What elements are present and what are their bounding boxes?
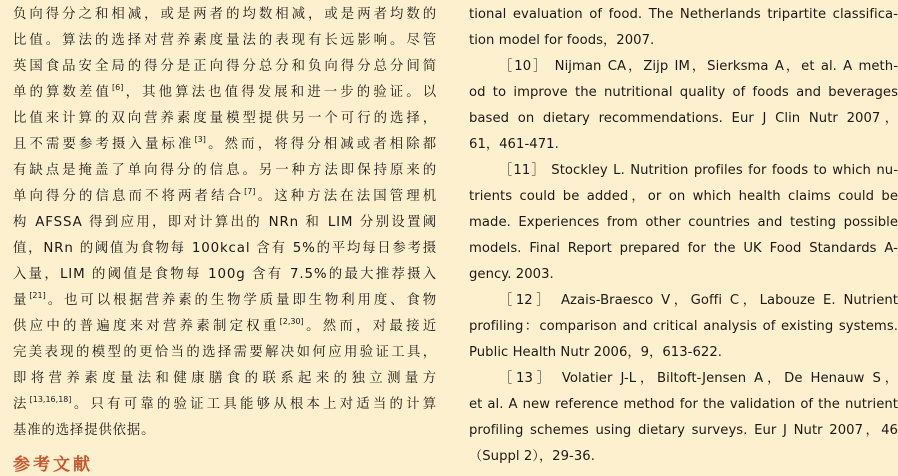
- line-text: 比值来计算的双向营养素度量模型提供另一个可行的选择，: [13, 111, 437, 126]
- body-text-column: [13, 2, 437, 444]
- line-text: 比值。算法的选择对营养素度量法的表现有长远影响。尽管: [13, 33, 437, 48]
- paragraph-line: [13, 184, 437, 210]
- line-text: tion model for foods，2007.: [469, 33, 655, 48]
- line-text: trients could be added，or on which health claims could be: [469, 189, 898, 204]
- reference-line: [469, 158, 898, 184]
- paragraph-line: [13, 2, 437, 28]
- reference-line: [469, 106, 898, 132]
- line-text-continued: 。只有可靠的验证工具能够从根本上对适当的计算: [71, 397, 437, 412]
- paragraph-line: [13, 236, 437, 262]
- reference-line: [469, 54, 898, 80]
- line-text: （Suppl 2），29-36.: [469, 449, 595, 464]
- line-text: 单向得分的信息而不将两者结合: [13, 189, 245, 204]
- line-text: 量: [13, 293, 30, 308]
- citation-marker: [7]: [244, 187, 256, 196]
- reference-line: [469, 418, 898, 444]
- line-text: based on dietary recommendations. Eur J Clin Nutr 2007，: [469, 111, 898, 126]
- line-text: 61，461-471.: [469, 137, 559, 152]
- line-text: et al. A new reference method for the validation of the nutrient: [469, 397, 898, 412]
- paragraph-line: [13, 392, 437, 418]
- paragraph-line: [13, 418, 437, 444]
- line-text: ［13］ Volatier J-L，Biltoft-Jensen A，De Henauw S，: [499, 371, 898, 386]
- references-column: [469, 2, 898, 470]
- paragraph-line: [13, 54, 437, 80]
- paragraph-line: [13, 262, 437, 288]
- line-text: 负向得分之和相减，或是两者的均数相减，或是两者均数的: [13, 7, 437, 22]
- paragraph-line: [13, 80, 437, 106]
- reference-line: [469, 210, 898, 236]
- paragraph-line: [13, 314, 437, 340]
- paragraph-line: [13, 288, 437, 314]
- line-text: gency. 2003.: [469, 267, 554, 282]
- line-text: od to improve the nutritional quality of foods and beverages: [469, 85, 898, 100]
- line-text: 且不需要参考摄入量标准: [13, 137, 195, 152]
- references-heading: 参考文献: [13, 455, 93, 475]
- line-text: 法: [13, 397, 30, 412]
- reference-line: [469, 366, 898, 392]
- line-text-continued: 。然而，将得分相减或者相除都: [205, 137, 437, 152]
- reference-line: [469, 236, 898, 262]
- paragraph-line: [13, 28, 437, 54]
- line-text: Public Health Nutr 2006，9，613-622.: [469, 345, 723, 360]
- reference-line: [469, 314, 898, 340]
- line-text-continued: 。也可以根据营养素的生物学质量即生物利用度、食物: [45, 293, 437, 308]
- paragraph-line: [13, 366, 437, 392]
- reference-line: [469, 28, 898, 54]
- line-text: ［10］ Nijman CA，Zijp IM，Sierksma A，et al. A meth-: [499, 59, 898, 74]
- line-text: 有缺点是掩盖了单向得分的信息。另一种方法即保持原来的: [13, 163, 437, 178]
- line-text: 值，NRn 的阈值为食物每 100kcal 含有 5%的平均每日参考摄: [13, 241, 437, 256]
- line-text: 完美表现的模型的更恰当的选择需要解决如何应用验证工具，: [13, 345, 437, 360]
- reference-line: [469, 2, 898, 28]
- line-text: profiling：comparison and critical analysis of existing systems.: [469, 319, 898, 334]
- paragraph-line: [13, 106, 437, 132]
- citation-marker: [3]: [194, 135, 206, 144]
- paragraph-line: [13, 158, 437, 184]
- reference-line: [469, 184, 898, 210]
- citation-marker: [21]: [29, 291, 46, 300]
- line-text: made. Experiences from other countries and testing possible: [469, 215, 898, 230]
- line-text: 基准的选择提供依据。: [13, 423, 156, 438]
- line-text: 英国食品安全局的得分是正向得分总分和负向得分总分间简: [13, 59, 437, 74]
- line-text: profiling schemes using dietary surveys. Eur J Nutr 2007，46: [469, 423, 898, 438]
- reference-line: [469, 340, 898, 366]
- line-text-continued: 。这种方法在法国管理机: [255, 189, 437, 204]
- reference-line: [469, 132, 898, 158]
- line-text: tional evaluation of food. The Netherlands tripartite classifica-: [469, 7, 898, 22]
- citation-marker: [2,30]: [279, 317, 304, 326]
- reference-line: [469, 80, 898, 106]
- line-text: 即将营养素度量法和健康膳食的联系起来的独立测量方: [13, 371, 437, 386]
- paragraph-line: [13, 132, 437, 158]
- reference-line: [469, 444, 898, 470]
- line-text: ［12］ Azais-Braesco V，Goffi C，Labouze E. Nutrient: [499, 293, 898, 308]
- citation-marker: [13,16,18]: [29, 395, 72, 404]
- reference-line: [469, 262, 898, 288]
- paragraph-line: [13, 340, 437, 366]
- line-text-continued: ，其他算法也值得发展和进一步的验证。以: [123, 85, 437, 100]
- line-text: 构 AFSSA 得到应用，即对计算出的 NRn 和 LIM 分别设置阈: [13, 215, 437, 230]
- line-text: models. Final Report prepared for the UK Food Standards A-: [469, 241, 898, 256]
- citation-marker: [6]: [112, 83, 124, 92]
- line-text: 单的算数差值: [13, 85, 113, 100]
- line-text-continued: 。然而，对最接近: [303, 319, 437, 334]
- line-text: 入量，LIM 的阈值是食物每 100g 含有 7.5%的最大推荐摄入: [13, 267, 437, 282]
- paragraph-line: [13, 210, 437, 236]
- reference-line: [469, 288, 898, 314]
- line-text: ［11］ Stockley L. Nutrition profiles for foods to which nu-: [499, 163, 898, 178]
- line-text: 供应中的普遍度来对营养素制定权重: [13, 319, 280, 334]
- reference-line: [469, 392, 898, 418]
